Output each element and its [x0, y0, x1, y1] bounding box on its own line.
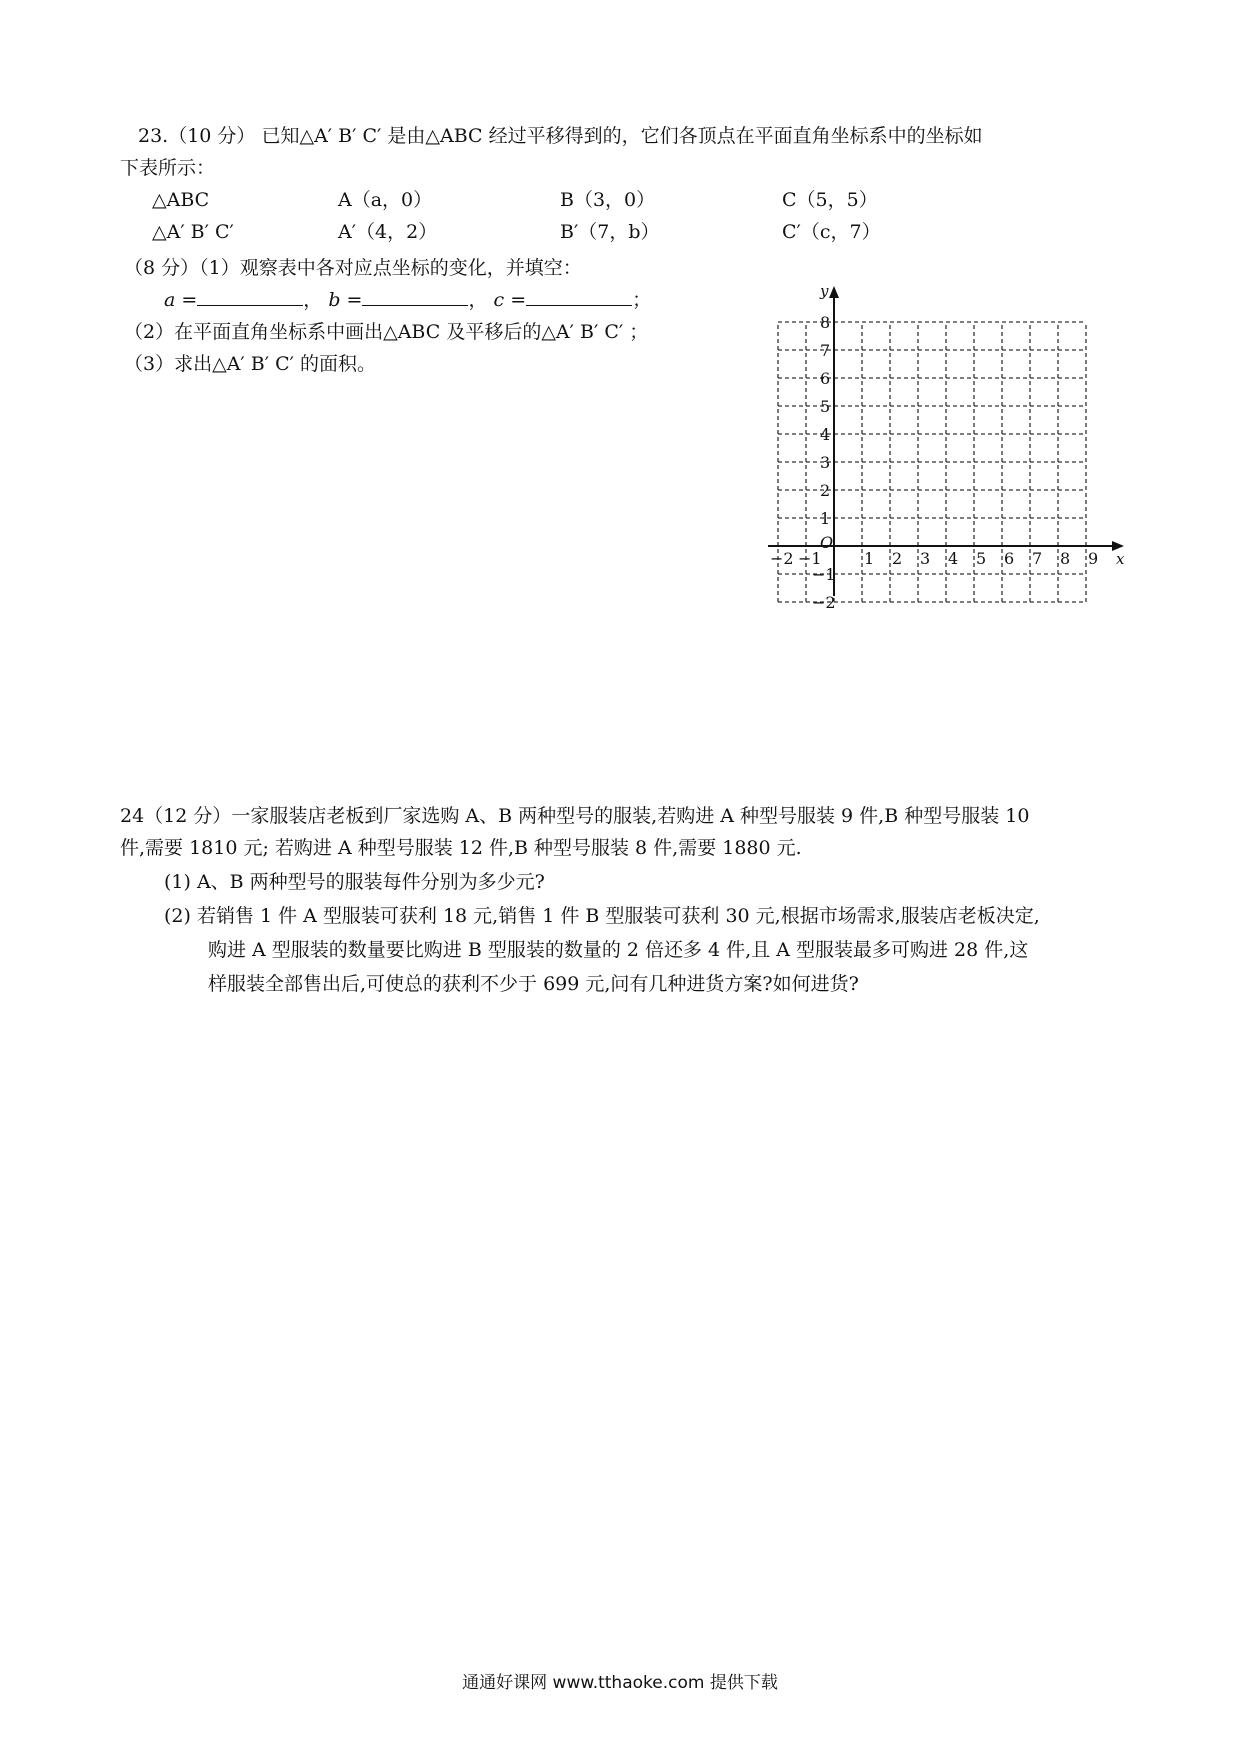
c-label: c = [493, 289, 527, 311]
x-tick-label: 7 [1032, 549, 1043, 568]
q24-sub2-line1: (2) 若销售 1 件 A 型服装可获利 18 元,销售 1 件 B 型服装可获利 30 元,根据市场需求,服装店老板决定, [164, 905, 1040, 927]
table-cell: A（a，0） [338, 189, 433, 211]
end-mark: ； [632, 289, 652, 311]
y-tick-label: 7 [820, 341, 831, 360]
table-cell: B′（7，b） [560, 221, 660, 243]
y-tick-label: 6 [820, 369, 831, 388]
fill-in-line [164, 286, 651, 314]
x-tick-label: −1 [798, 549, 822, 568]
x-tick-label: 4 [948, 549, 959, 568]
coordinate-grid [760, 262, 1125, 622]
q24-sub2-line2: 购进 A 型服装的数量要比购进 B 型服装的数量的 2 倍还多 4 件,且 A 型服装最多可购进 28 件,这 [208, 939, 1029, 961]
q23-part3: （3）求出△A′ B′ C′ 的面积。 [124, 353, 376, 375]
x-tick-label: 1 [864, 549, 875, 568]
origin-label: O [820, 533, 834, 552]
table-cell: △A′ B′ C′ [152, 221, 234, 243]
separator: ， [468, 289, 488, 311]
b-label: b = [328, 289, 363, 311]
q23-header-cont: 下表所示： [120, 157, 216, 179]
x-tick-label: −2 [770, 549, 794, 568]
c-blank[interactable] [526, 287, 632, 306]
x-axis-label: x [1116, 550, 1125, 568]
x-tick-label: 5 [976, 549, 987, 568]
x-tick-label: 2 [892, 549, 903, 568]
q23-part1: （8 分）（1）观察表中各对应点坐标的变化，并填空： [124, 257, 582, 279]
y-tick-label: 8 [820, 313, 831, 332]
separator: ， [303, 289, 323, 311]
q24-line1: 24（12 分）一家服装店老板到厂家选购 A、B 两种型号的服装,若购进 A 种型号服装 9 件,B 种型号服装 10 [120, 805, 1030, 827]
q23-part2: （2）在平面直角坐标系中画出△ABC 及平移后的△A′ B′ C′ ； [124, 321, 649, 343]
a-label: a = [164, 289, 198, 311]
table-cell: A′（4，2） [338, 221, 438, 243]
q24-sub1: (1) A、B 两种型号的服装每件分别为多少元? [164, 871, 545, 893]
x-tick-label: 6 [1004, 549, 1015, 568]
table-cell: △ABC [152, 189, 210, 211]
tick-labels [770, 282, 1125, 612]
a-blank[interactable] [197, 287, 303, 306]
y-tick-label: 5 [820, 397, 831, 416]
y-tick-label: 4 [820, 425, 831, 444]
q24-sub2-line3: 样服装全部售出后,可使总的获利不少于 699 元,问有几种进货方案?如何进货? [208, 973, 859, 995]
q24-line2: 件,需要 1810 元; 若购进 A 种型号服装 12 件,B 种型号服装 8 件,需要 1880 元. [120, 837, 802, 859]
y-tick-label: 1 [820, 509, 831, 528]
table-cell: B（3，0） [560, 189, 656, 211]
y-axis-arrow [829, 286, 839, 298]
y-tick-label: 3 [820, 453, 831, 472]
y-axis-label: y [820, 282, 829, 300]
b-blank[interactable] [362, 287, 468, 306]
y-tick-label: 2 [820, 481, 831, 500]
x-tick-label: 3 [920, 549, 931, 568]
table-cell: C（5，5） [782, 189, 878, 211]
x-tick-label: 8 [1060, 549, 1071, 568]
footer: 通通好课网 www.tthaoke.com 提供下载 [462, 1673, 778, 1693]
y-tick-label: −1 [812, 565, 836, 584]
table-cell: C′（c，7） [782, 221, 881, 243]
y-tick-label: −2 [812, 593, 836, 612]
q23-header: 23.（10 分） 已知△A′ B′ C′ 是由△ABC 经过平移得到的，它们各顶点在平面直角坐标系中的坐标如 [138, 125, 983, 147]
x-tick-label: 9 [1088, 549, 1099, 568]
